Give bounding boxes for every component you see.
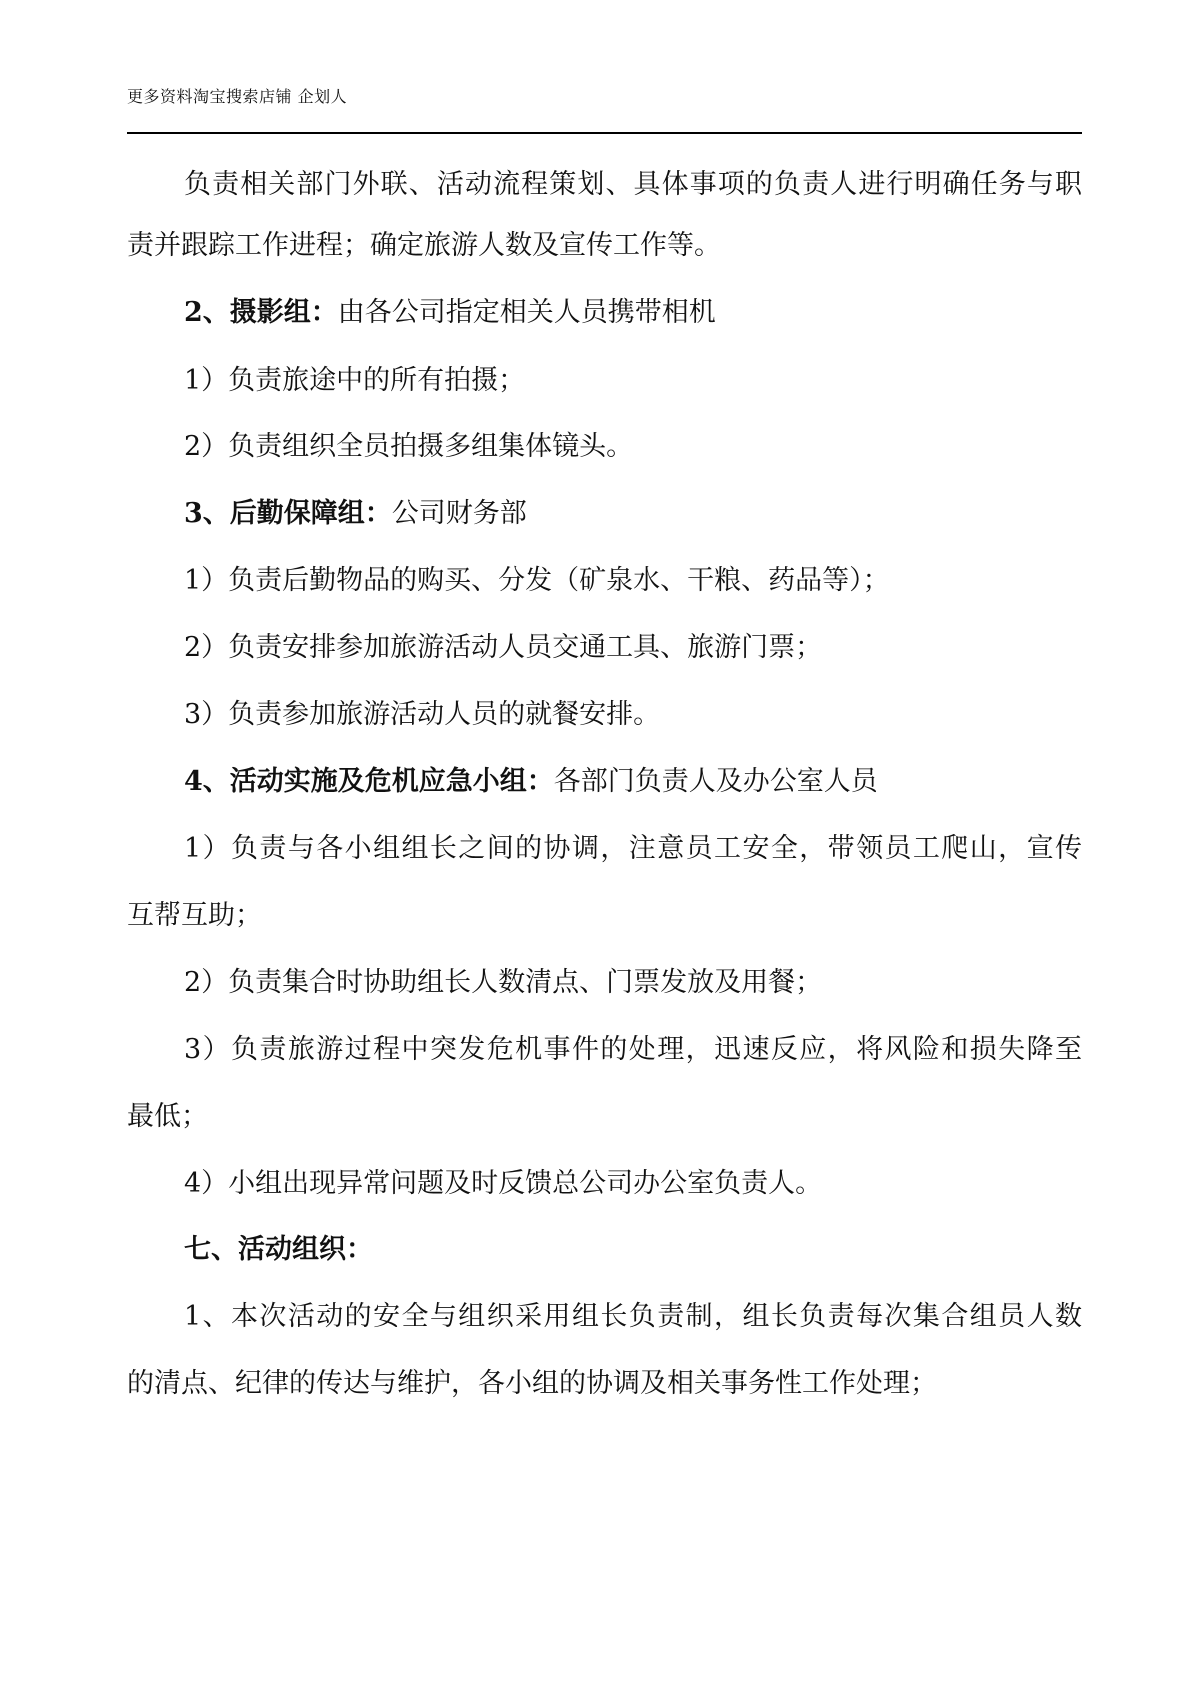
section-heading: 2、摄影组： [184, 297, 338, 328]
list-item: 2）负责集合时协助组长人数清点、门票发放及用餐； [184, 967, 823, 998]
list-item: 3）负责参加旅游活动人员的就餐安排。 [184, 699, 661, 730]
list-item: 1）负责后勤物品的购买、分发（矿泉水、干粮、药品等）； [184, 565, 890, 596]
list-item: 1）负责与各小组组长之间的协调，注意员工安全，带领员工爬山，宣传 [184, 833, 1082, 864]
section-logistics [184, 497, 527, 531]
list-item-continuation: 的清点、纪律的传达与维护，各小组的协调及相关事务性工作处理； [127, 1368, 937, 1399]
paragraph-line: 负责相关部门外联、活动流程策划、具体事项的负责人进行明确任务与职 [184, 169, 1082, 200]
list-item: 1）负责旅途中的所有拍摄； [184, 365, 526, 396]
list-item: 2）负责安排参加旅游活动人员交通工具、旅游门票； [184, 632, 823, 663]
list-item: 4）小组出现异常问题及时反馈总公司办公室负责人。 [184, 1168, 823, 1199]
section-heading: 4、活动实施及危机应急小组： [184, 766, 554, 797]
section-text: 各部门负责人及办公室人员 [553, 766, 878, 797]
list-item-continuation: 最低； [127, 1101, 208, 1132]
document-body [127, 0, 1082, 1698]
section-text: 公司财务部 [391, 498, 527, 529]
section-emergency [184, 765, 878, 799]
list-item: 2）负责组织全员拍摄多组集体镜头。 [184, 431, 634, 462]
page-header: 更多资料淘宝搜索店铺 企划人 [127, 87, 348, 106]
list-item: 1、本次活动的安全与组织采用组长负责制，组长负责每次集合组员人数 [184, 1301, 1082, 1332]
section-heading-activity-organization: 七、活动组织： [184, 1234, 373, 1265]
paragraph-line: 责并跟踪工作进程；确定旅游人数及宣传工作等。 [127, 230, 721, 261]
section-text: 由各公司指定相关人员携带相机 [337, 297, 716, 328]
list-item: 3）负责旅游过程中突发危机事件的处理，迅速反应，将风险和损失降至 [184, 1034, 1082, 1065]
section-photography [184, 296, 716, 330]
section-heading: 3、后勤保障组： [184, 498, 392, 529]
list-item-continuation: 互帮互助； [127, 900, 262, 931]
